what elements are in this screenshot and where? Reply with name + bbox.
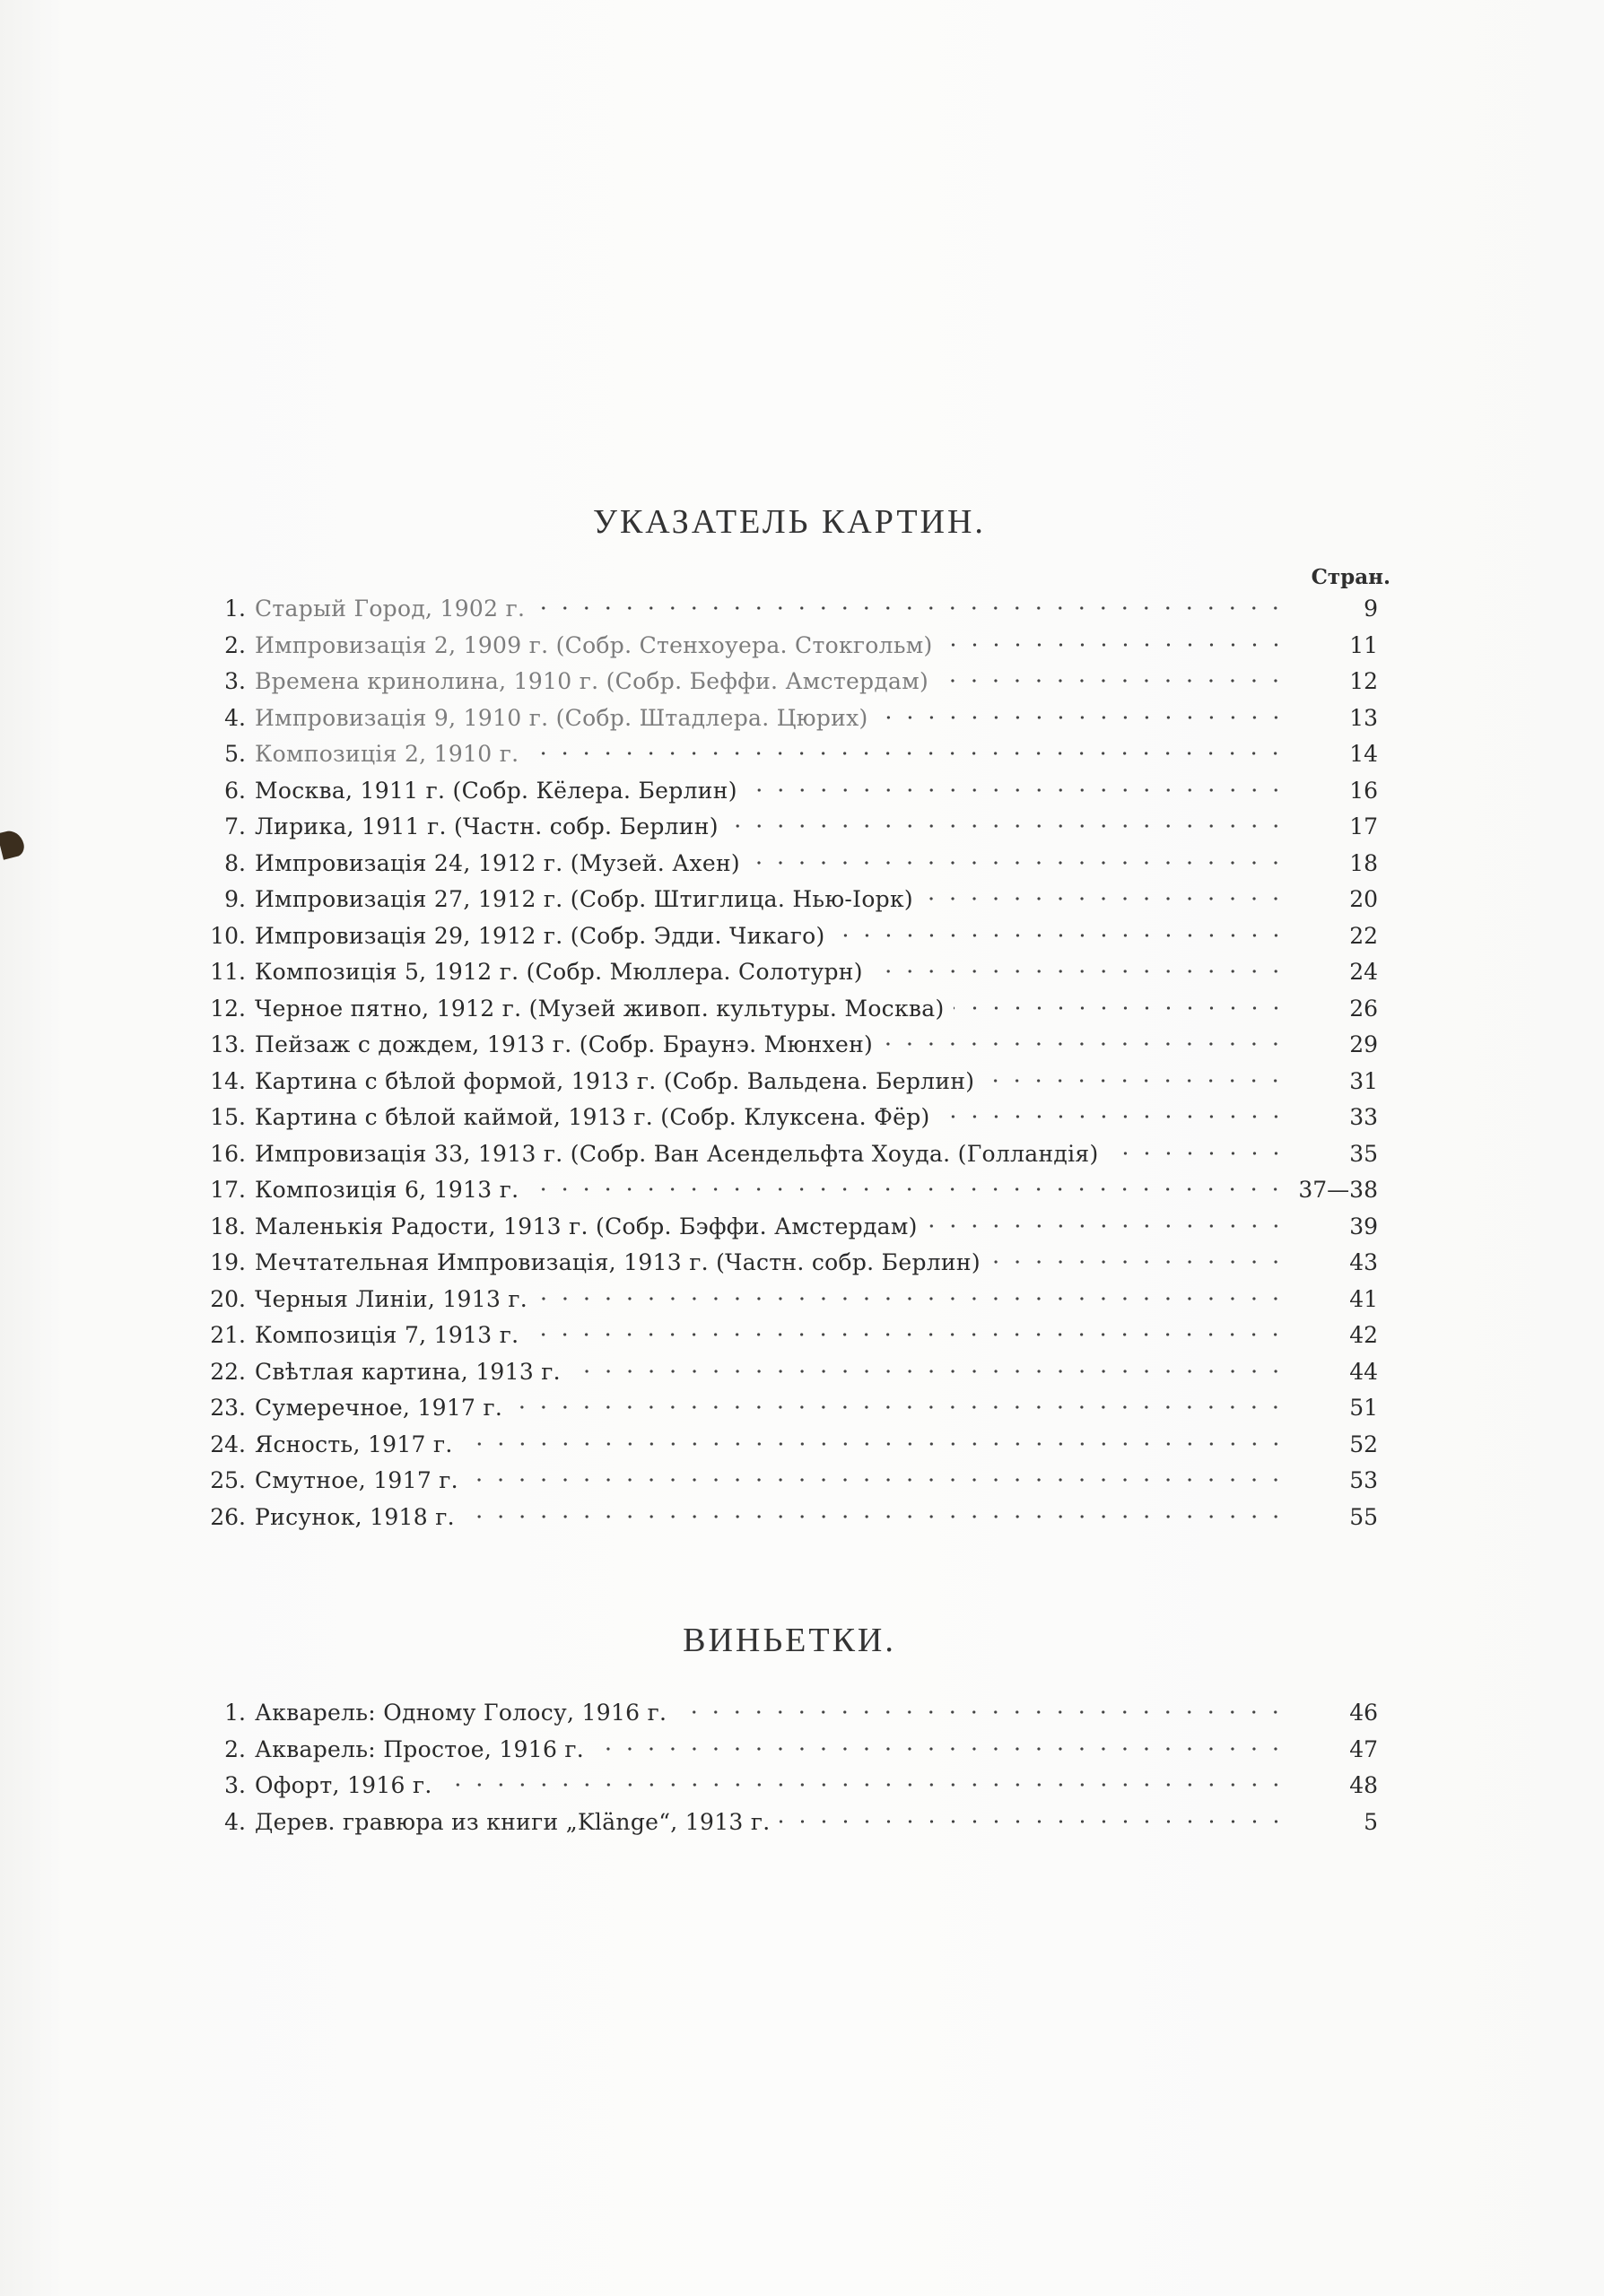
toc-entry [188,959,1390,996]
entry-title: Маленькія Радости, 1913 г. (Собр. Бэффи. Амстердам) [255,1213,918,1239]
toc-entry [188,850,1390,887]
dot-leader [882,1041,1286,1047]
dot-leader [676,1709,1286,1715]
entry-title: Черныя Линіи, 1913 г. [255,1285,528,1312]
entry-title: Черное пятно, 1912 г. (Музей живоп. культуры. Москва) [255,995,945,1022]
entry-number: 14. [210,1067,246,1094]
entry-number: 15. [210,1104,246,1130]
entry-title: Импровизація 9, 1910 г. (Собр. Штадлера. Цюрих) [255,704,868,731]
dot-leader [922,896,1286,901]
toc-entry [188,1068,1390,1105]
page-edge-stain [0,828,26,859]
toc-entry [188,1772,1390,1809]
toc-entry [188,1431,1390,1468]
entry-number: 2. [224,631,246,658]
entry-page-number: 22 [1349,922,1378,949]
entry-number: 10. [210,922,246,949]
entry-page-number: 29 [1349,1031,1378,1057]
dot-leader [593,1746,1286,1752]
entry-number: 16. [210,1140,246,1167]
entry-number: 18. [210,1213,246,1239]
toc-entry [188,596,1390,632]
toc-entry [188,813,1390,850]
entry-page-number: 14 [1349,741,1378,767]
entry-title: Импровизація 24, 1912 г. (Музей. Ахен) [255,849,740,876]
entry-title: Смутное, 1917 г. [255,1467,458,1493]
dot-leader [527,1187,1286,1192]
dot-leader [462,1441,1286,1447]
entry-number: 1. [224,596,246,622]
entry-title: Старый Город, 1902 г. [255,596,526,622]
entry-title: Акварель: Одному Голосу, 1916 г. [255,1700,667,1726]
entry-title: Сумеречное, 1917 г. [255,1395,503,1421]
toc-entry [188,1286,1390,1323]
entry-number: 2. [224,1735,246,1762]
dot-leader [927,1223,1286,1229]
dot-leader [834,933,1286,938]
entry-title: Офорт, 1916 г. [255,1772,432,1798]
toc-entry [188,1359,1390,1396]
toc-entry [188,1141,1390,1178]
index-title: УКАЗАТЕЛЬ КАРТИН. [593,503,986,541]
entry-page-number: 55 [1349,1503,1378,1530]
entry-title: Дерев. гравюра из книги „Klänge“, 1913 г. [255,1808,771,1835]
dot-leader [511,1405,1286,1410]
dot-leader [939,1114,1286,1119]
toc-entry [188,886,1390,923]
entry-title: Лирика, 1911 г. (Частн. собр. Берлин) [255,813,719,839]
entry-number: 17. [210,1177,246,1203]
dot-leader [942,642,1286,648]
entry-number: 9. [224,886,246,912]
dot-leader [464,1514,1286,1519]
entry-page-number: 20 [1349,886,1378,912]
dot-leader [728,823,1286,829]
toc-entry [188,1504,1390,1541]
entry-number: 23. [210,1395,246,1421]
toc-entry [188,1467,1390,1504]
entry-page-number: 18 [1349,849,1378,876]
toc-entry [188,1213,1390,1250]
dot-leader [937,678,1286,683]
entry-page-number: 43 [1349,1249,1378,1275]
entry-title: Картина с бѣлой формой, 1913 г. (Собр. Вальдена. Берлин) [255,1067,975,1094]
entry-page-number: 52 [1349,1431,1378,1457]
dot-leader [534,605,1286,611]
entry-number: 8. [224,849,246,876]
entry-page-number: 35 [1349,1140,1378,1167]
entry-page-number: 11 [1349,631,1378,658]
entry-page-number: 46 [1349,1700,1378,1726]
entry-number: 5. [224,741,246,767]
entry-number: 25. [210,1467,246,1493]
dot-leader [527,1332,1286,1337]
entry-title: Свѣтлая картина, 1913 г. [255,1358,561,1385]
toc-entry [188,1809,1390,1846]
vignettes-title: ВИНЬЕТКИ. [683,1622,896,1659]
dot-leader [877,715,1286,720]
toc-entry [188,741,1390,778]
entry-page-number: 26 [1349,995,1378,1022]
toc-entry [188,778,1390,814]
dot-leader [441,1782,1286,1787]
entry-number: 7. [224,813,246,839]
entry-number: 19. [210,1249,246,1275]
entry-title: Пейзаж с дождем, 1913 г. (Собр. Браунэ. Мюнхен) [255,1031,874,1057]
entry-page-number: 12 [1349,668,1378,694]
toc-entry [188,923,1390,960]
entry-title: Ясность, 1917 г. [255,1431,453,1457]
toc-entry [188,1104,1390,1141]
entry-page-number: 17 [1349,813,1378,839]
entry-title: Импровизація 2, 1909 г. (Собр. Стенхоуера. Стокгольм) [255,631,933,658]
dot-leader [989,1259,1286,1265]
dot-leader [1108,1151,1286,1156]
dot-leader [780,1819,1286,1824]
entry-page-number: 33 [1349,1104,1378,1130]
entry-number: 22. [210,1358,246,1385]
toc-entry [188,1249,1390,1286]
entry-page-number: 9 [1364,596,1378,622]
entry-page-number: 37—38 [1298,1177,1378,1203]
toc-entry [188,668,1390,705]
toc-entry [188,705,1390,742]
entry-title: Картина с бѣлой каймой, 1913 г. (Собр. Клуксена. Фёр) [255,1104,930,1130]
entry-page-number: 5 [1364,1808,1378,1835]
dot-leader [983,1078,1286,1083]
entry-page-number: 48 [1349,1772,1378,1798]
entry-title: Импровизація 27, 1912 г. (Собр. Штиглица. Нью-Iорк) [255,886,913,912]
entry-page-number: 47 [1349,1735,1378,1762]
entry-number: 4. [224,1808,246,1835]
entry-number: 6. [224,777,246,804]
entry-title: Композиція 7, 1913 г. [255,1322,519,1348]
toc-entry [188,1736,1390,1773]
entry-page-number: 31 [1349,1067,1378,1094]
dot-leader [527,751,1286,756]
vignettes-list [188,1700,1390,1845]
dot-leader [872,969,1286,974]
toc-entry [188,632,1390,669]
entry-number: 20. [210,1285,246,1312]
entry-page-number: 53 [1349,1467,1378,1493]
entry-number: 24. [210,1431,246,1457]
entry-number: 1. [224,1700,246,1726]
entry-number: 13. [210,1031,246,1057]
entry-title: Акварель: Простое, 1916 г. [255,1735,585,1762]
entry-number: 21. [210,1322,246,1348]
entry-page-number: 24 [1349,959,1378,985]
entry-title: Композиція 5, 1912 г. (Собр. Мюллера. Солотурн) [255,959,863,985]
dot-leader [536,1296,1286,1301]
toc-entry [188,1031,1390,1068]
entry-title: Рисунок, 1918 г. [255,1503,455,1530]
dot-leader [570,1369,1286,1374]
index-list [188,596,1390,1540]
toc-entry [188,1395,1390,1431]
entry-page-number: 44 [1349,1358,1378,1385]
toc-entry [188,1177,1390,1213]
entry-number: 12. [210,995,246,1022]
toc-entry [188,996,1390,1032]
entry-title: Времена кринолина, 1910 г. (Собр. Беффи. Амстердам) [255,668,929,694]
entry-number: 4. [224,704,246,731]
entry-number: 26. [210,1503,246,1530]
entry-title: Импровизація 29, 1912 г. (Собр. Эдди. Чикаго) [255,922,825,949]
entry-number: 11. [210,959,246,985]
entry-title: Композиція 6, 1913 г. [255,1177,519,1203]
dot-leader [467,1477,1286,1483]
entry-page-number: 16 [1349,777,1378,804]
entry-title: Импровизація 33, 1913 г. (Собр. Ван Асендельфта Хоуда. (Голландія) [255,1140,1099,1167]
entry-page-number: 39 [1349,1213,1378,1239]
entry-number: 3. [224,668,246,694]
dot-leader [954,1005,1286,1011]
pages-column-header: Стран. [1311,565,1390,589]
toc-entry [188,1700,1390,1736]
dot-leader [746,787,1286,793]
entry-page-number: 42 [1349,1322,1378,1348]
toc-entry [188,1322,1390,1359]
page-content [188,502,1390,1845]
entry-page-number: 13 [1349,704,1378,731]
dot-leader [749,860,1286,865]
entry-number: 3. [224,1772,246,1798]
entry-title: Мечтательная Импровизація, 1913 г. (Частн. собр. Берлин) [255,1249,981,1275]
entry-page-number: 51 [1349,1395,1378,1421]
entry-page-number: 41 [1349,1285,1378,1312]
entry-title: Композиція 2, 1910 г. [255,741,519,767]
entry-title: Москва, 1911 г. (Собр. Кёлера. Берлин) [255,777,737,804]
